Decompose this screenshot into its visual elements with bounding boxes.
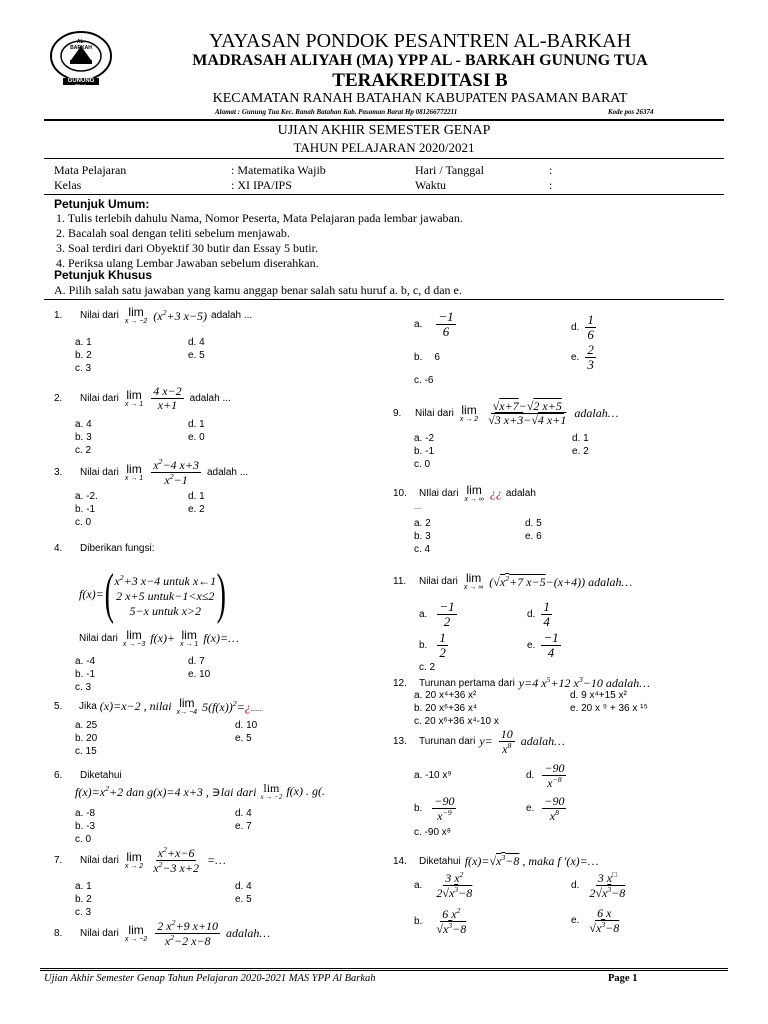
q5-option-d[interactable]: d. 10 xyxy=(235,720,258,731)
q2-option-a[interactable]: a. 4 xyxy=(75,419,92,430)
q1-option-e[interactable]: e. 5 xyxy=(188,350,205,361)
q4-option-b[interactable]: b. -1 xyxy=(75,669,96,680)
q11-option-d[interactable]: d. $\frac{1}{4}$ xyxy=(527,599,550,629)
q6-option-a[interactable]: a. -8 xyxy=(75,808,96,819)
header-accreditation: TERAKREDITASI B xyxy=(332,70,508,91)
header-district: KECAMATAN RANAH BATAHAN KABUPATEN PASAMAN BARAT xyxy=(212,91,628,106)
question-number: 3. xyxy=(54,466,63,478)
question-number: 8. xyxy=(54,927,63,939)
limit-expression: lim x → ∞ xyxy=(463,571,484,591)
page-number: Page 1 xyxy=(608,973,638,984)
limit-expression: lim x → −2 xyxy=(124,305,148,325)
question-1 xyxy=(54,306,252,325)
fraction: $\frac{√x+7-√2 x+5}{√3 x+3-√4 x+1}$ xyxy=(488,399,567,427)
q3-option-a[interactable]: a. -2. xyxy=(75,491,98,502)
math-expression: ($x^2+3$ x−5) xyxy=(153,307,208,323)
header-school-name: MADRASAH ALIYAH (MA) YPP AL - BARKAH GUNUNG TUA xyxy=(192,52,648,69)
limit-expression: lim x → 1 xyxy=(124,387,144,408)
q11-option-a[interactable]: a. $\frac{-1}{2}$ xyxy=(419,599,455,629)
math-expression: f(x)+ xyxy=(150,631,176,645)
meta-bottom-divider xyxy=(44,194,724,195)
limit-expression: lim x → −2 xyxy=(124,922,148,943)
exam-title: UJIAN AKHIR SEMESTER GENAP xyxy=(277,123,491,138)
question-number: 1. xyxy=(54,310,63,321)
footer-divider xyxy=(40,968,728,969)
limit-expression: lim x → 1 xyxy=(180,628,199,648)
q5-option-b[interactable]: b. 20 xyxy=(75,733,98,744)
q9-option-d[interactable]: d. 1 xyxy=(572,433,589,444)
q5-option-c[interactable]: c. 15 xyxy=(75,746,97,757)
q8-option-d[interactable]: d. $\frac{1}{6}$ xyxy=(571,312,594,342)
day-label: Hari / Tanggal xyxy=(415,163,484,177)
fraction: $\frac{x^2+x-6}{x^2-3 x+2}$ xyxy=(153,845,199,875)
special-instructions-title: Petunjuk Khusus xyxy=(54,268,153,282)
question-7 xyxy=(54,846,226,875)
subject-label: Mata Pelajaran xyxy=(54,163,127,177)
q2-option-d[interactable]: d. 1 xyxy=(188,419,205,430)
class-value: : XI IPA/IPS xyxy=(231,178,292,192)
q5-option-e[interactable]: e. 5 xyxy=(235,733,252,744)
question-number: 11. xyxy=(393,576,407,587)
header-foundation: YAYASAN PONDOK PESANTREN AL-BARKAH xyxy=(208,30,632,52)
q12-option-d[interactable]: d. 9 x⁴+15 x² xyxy=(570,690,627,701)
q13-option-e[interactable]: e. $\frac{-90}{x^8}$ xyxy=(526,794,565,823)
question-13 xyxy=(393,728,565,756)
limit-expression: lim x→ −4 xyxy=(176,696,198,716)
q11-option-e[interactable]: e. $\frac{-1}{4}$ xyxy=(527,630,559,660)
time-value: : xyxy=(549,178,553,192)
question-10 xyxy=(393,484,536,503)
q1-option-a[interactable]: a. 1 xyxy=(75,337,92,348)
q12-option-e[interactable]: e. 20 x ⁹ + 36 x ¹⁵ xyxy=(570,703,648,714)
q10-option-a[interactable]: a. 2 xyxy=(414,518,431,529)
fraction: $\frac{2 x^2+9 x+10}{x^2-2 x-8}$ xyxy=(157,918,219,948)
q8-option-b[interactable]: b. 6 xyxy=(414,352,440,363)
question-text: Nilai dari xyxy=(80,466,119,478)
question-text: Nilai dari xyxy=(80,927,119,939)
question-text: Nilai dari xyxy=(419,576,458,587)
class-label: Kelas xyxy=(54,178,82,192)
question-text: Nilai dari xyxy=(415,407,454,419)
question-text: Turunan pertama dari xyxy=(419,677,515,689)
q6-option-e[interactable]: e. 7 xyxy=(235,821,252,832)
math-expression: ($√x^2+7$ x−5−(x+4)) adalah… xyxy=(489,573,633,589)
day-value: : xyxy=(549,163,553,177)
q3-option-b[interactable]: b. -1 xyxy=(75,504,96,515)
q7-option-d[interactable]: d. 4 xyxy=(235,881,252,892)
q1-option-b[interactable]: b. 2 xyxy=(75,350,92,361)
fraction: $\frac{10}{x^8}$ xyxy=(500,727,513,756)
q3-option-d[interactable]: d. 1 xyxy=(188,491,205,502)
q2-option-e[interactable]: e. 0 xyxy=(188,432,205,443)
math-expression: adalah… xyxy=(574,405,619,420)
question-number: 5. xyxy=(54,701,63,712)
q4-option-e[interactable]: e. 10 xyxy=(188,669,211,680)
math-expression: adalah… xyxy=(226,925,271,940)
question-number: 7. xyxy=(54,854,63,866)
question-11 xyxy=(393,572,632,591)
question-suffix: adalah xyxy=(505,488,536,499)
q13-option-a[interactable]: a. -10 x⁹ xyxy=(414,770,452,781)
q14-option-e[interactable]: e. $\frac{6 x}{√x^3-8}$ xyxy=(571,906,620,935)
q4-option-c[interactable]: c. 3 xyxy=(75,682,92,693)
subject-value: : Matematika Wajib xyxy=(231,163,326,177)
header-divider xyxy=(44,119,724,121)
limit-expression: lim x → 2 xyxy=(459,402,479,423)
q12-option-b[interactable]: b. 20 x⁶+36 x⁴ xyxy=(414,703,478,714)
q7-option-b[interactable]: b. 2 xyxy=(75,894,92,905)
fraction: $\frac{4 x-2}{x+1}$ xyxy=(153,384,182,412)
exam-year: TAHUN PELAJARAN 2020/2021 xyxy=(293,140,475,155)
limit-expression: lim x → 1 xyxy=(124,461,144,482)
q10-option-d[interactable]: d. 5 xyxy=(525,518,542,529)
question-3 xyxy=(54,458,248,487)
limit-expression: lim x → ∞ xyxy=(464,483,484,503)
question-text: Nilai dari xyxy=(80,392,119,404)
question-number: 14. xyxy=(393,855,407,867)
q2-option-b[interactable]: b. 3 xyxy=(75,432,92,443)
general-instruction-4: 4. Periksa ulang Lembar Jawaban sebelum diserahkan. xyxy=(56,256,319,270)
math-expression: $5(f(x))^2=¿$....... xyxy=(202,698,263,714)
q13-option-d[interactable]: d. $\frac{-90}{x^{-8}}$ xyxy=(526,761,565,790)
q12-option-c[interactable]: c. 20 x⁶+36 x⁴-10 x xyxy=(414,716,499,727)
q8-option-c[interactable]: c. -6 xyxy=(414,375,434,386)
school-logo xyxy=(48,30,114,91)
question-text: Jika xyxy=(79,701,97,712)
question-6 xyxy=(54,770,122,781)
q2-option-c[interactable]: c. 2 xyxy=(75,445,92,456)
question-number: 4. xyxy=(54,543,63,554)
q11-option-b[interactable]: b. $\frac{1}{2}$ xyxy=(419,630,446,660)
question-4 xyxy=(54,543,154,554)
q5-option-a[interactable]: a. 25 xyxy=(75,720,98,731)
question-suffix: adalah ... xyxy=(206,466,249,478)
question-text: NIlai dari xyxy=(419,488,459,499)
math-expression: y=4 $x^5+12$ $x^3-10$ adalah… xyxy=(518,675,650,690)
question-text: Turunan dari xyxy=(419,736,476,748)
q11-option-c[interactable]: c. 2 xyxy=(419,662,436,673)
footer-divider-thin xyxy=(40,970,728,971)
instructions-divider xyxy=(44,299,724,300)
question-number: 12. xyxy=(393,677,407,689)
q8-option-a[interactable]: a. $\frac{-1}{6}$ xyxy=(414,309,454,339)
time-label: Waktu xyxy=(415,178,447,192)
q9-option-e[interactable]: e. 2 xyxy=(572,446,589,457)
q7-option-a[interactable]: a. 1 xyxy=(75,881,92,892)
fraction: $\frac{x^2-4 x+3}{x^2-1}$ xyxy=(153,457,199,487)
question-text: Diketahui xyxy=(419,855,461,867)
error-glyph: ¿¿ xyxy=(489,486,502,500)
q10-option-e[interactable]: e. 6 xyxy=(525,531,542,542)
math-expression: adalah… xyxy=(520,734,565,749)
footer-text: Ujian Akhir Semester Genap Tahun Pelajaran 2020-2021 MAS YPP Al Barkah xyxy=(44,973,376,984)
q14-option-b[interactable]: b. $\frac{6 x^2}{√x^3-8}$ xyxy=(414,906,467,936)
question-number: 6. xyxy=(54,770,63,781)
question-text: Nilai dari xyxy=(80,310,119,321)
general-instructions-title: Petunjuk Umum: xyxy=(54,197,150,211)
question-8 xyxy=(54,919,270,948)
question-text: Nilai dari xyxy=(79,633,118,644)
question-suffix: adalah ... xyxy=(189,392,231,404)
q12-option-a[interactable]: a. 20 x⁴+36 x² xyxy=(414,690,477,701)
general-instruction-1: 1. Tulis terlebih dahulu Nama, Nomor Peserta, Mata Pelajaran pada lembar jawaban. xyxy=(56,211,463,225)
q6-option-d[interactable]: d. 4 xyxy=(235,808,252,819)
q6-option-b[interactable]: b. -3 xyxy=(75,821,96,832)
q6-option-c[interactable]: c. 0 xyxy=(75,834,92,845)
question-number: 13. xyxy=(393,736,407,748)
question-5 xyxy=(54,697,263,716)
q9-option-a[interactable]: a. -2 xyxy=(414,433,435,444)
question-text: Nilai dari xyxy=(80,854,119,866)
q13-option-b[interactable]: b. $\frac{-90}{x^{-9}}$ xyxy=(414,794,455,823)
question-suffix: adalah ... xyxy=(211,310,253,321)
q4-option-d[interactable]: d. 7 xyxy=(188,656,205,667)
q14-option-a[interactable]: a. $\frac{3 x^2}{2√x^3-8}$ xyxy=(414,870,473,900)
header-postal: Kode pos 26374 xyxy=(608,108,654,116)
math-expression: $f(x)=√x^3-8$ , maka f ′(x)=… xyxy=(464,853,599,868)
q10-option-c[interactable]: c. 4 xyxy=(414,544,431,555)
math-expression: y= xyxy=(479,734,493,749)
q8-option-e[interactable]: e. $\frac{2}{3}$ xyxy=(571,342,594,372)
q1-option-c[interactable]: c. 3 xyxy=(75,363,92,374)
question-number: 9. xyxy=(393,407,402,419)
q7-option-e[interactable]: e. 5 xyxy=(235,894,252,905)
question-6-expression: $f(x)=x^2+2$ dan g(x)=4 x+3 , ∋lai dari lim x → −2 f(x) . g(. xyxy=(75,781,325,801)
question-14 xyxy=(393,853,598,869)
header-address: Alamat : Gunung Tua Kec. Ranah Batahan Kab. Pasaman Barat Hp 081266772211 xyxy=(215,108,458,116)
q1-option-d[interactable]: d. 4 xyxy=(188,337,205,348)
question-4-limit xyxy=(79,629,239,648)
limit-expression: lim x → 2 xyxy=(124,849,144,870)
q7-option-c[interactable]: c. 3 xyxy=(75,907,92,918)
q3-option-c[interactable]: c. 0 xyxy=(75,517,92,528)
q14-option-d[interactable]: d. $\frac{3 x^□}{2√x^3-8}$ xyxy=(571,870,626,900)
q10-dots: .... xyxy=(414,504,422,511)
q9-option-c[interactable]: c. 0 xyxy=(414,459,431,470)
question-9 xyxy=(393,400,618,427)
limit-expression: lim x → −3 xyxy=(122,628,146,648)
piecewise-function: f(x)= ( $x^2+3$ x−4 untuk x←1 2 x+5 untuk−1<x≤2 5−x untuk x>2 ) xyxy=(79,563,227,625)
general-instruction-2: 2. Bacalah soal dengan teliti sebelum menjawab. xyxy=(56,226,290,240)
math-expression: =… xyxy=(206,852,226,867)
general-instruction-3: 3. Soal terdiri dari Obyektif 30 butir dan Essay 5 butir. xyxy=(56,241,318,255)
logo-text-bottom: GUNUNG TUA xyxy=(67,78,95,91)
math-expression: (x)=x−2 , nilai xyxy=(99,699,172,713)
q4-option-a[interactable]: a. -4 xyxy=(75,656,96,667)
question-text: Diberikan fungsi: xyxy=(80,543,155,554)
special-instruction: A. Pilih salah satu jawaban yang kamu anggap benar salah satu huruf a. b, c, d dan e. xyxy=(54,283,462,297)
q10-option-b[interactable]: b. 3 xyxy=(414,531,431,542)
question-2 xyxy=(54,385,231,412)
question-number: 10. xyxy=(393,488,407,499)
question-number: 2. xyxy=(54,392,63,404)
question-12 xyxy=(393,675,650,691)
question-text: Diketahui xyxy=(80,770,122,781)
meta-top-divider xyxy=(44,158,724,159)
q9-option-b[interactable]: b. -1 xyxy=(414,446,435,457)
logo-text-middle: AL-BARKAH xyxy=(70,39,92,51)
q3-option-e[interactable]: e. 2 xyxy=(188,504,205,515)
q13-option-c[interactable]: c. -90 x⁸ xyxy=(414,827,452,838)
math-expression: f(x)=… xyxy=(203,631,239,645)
